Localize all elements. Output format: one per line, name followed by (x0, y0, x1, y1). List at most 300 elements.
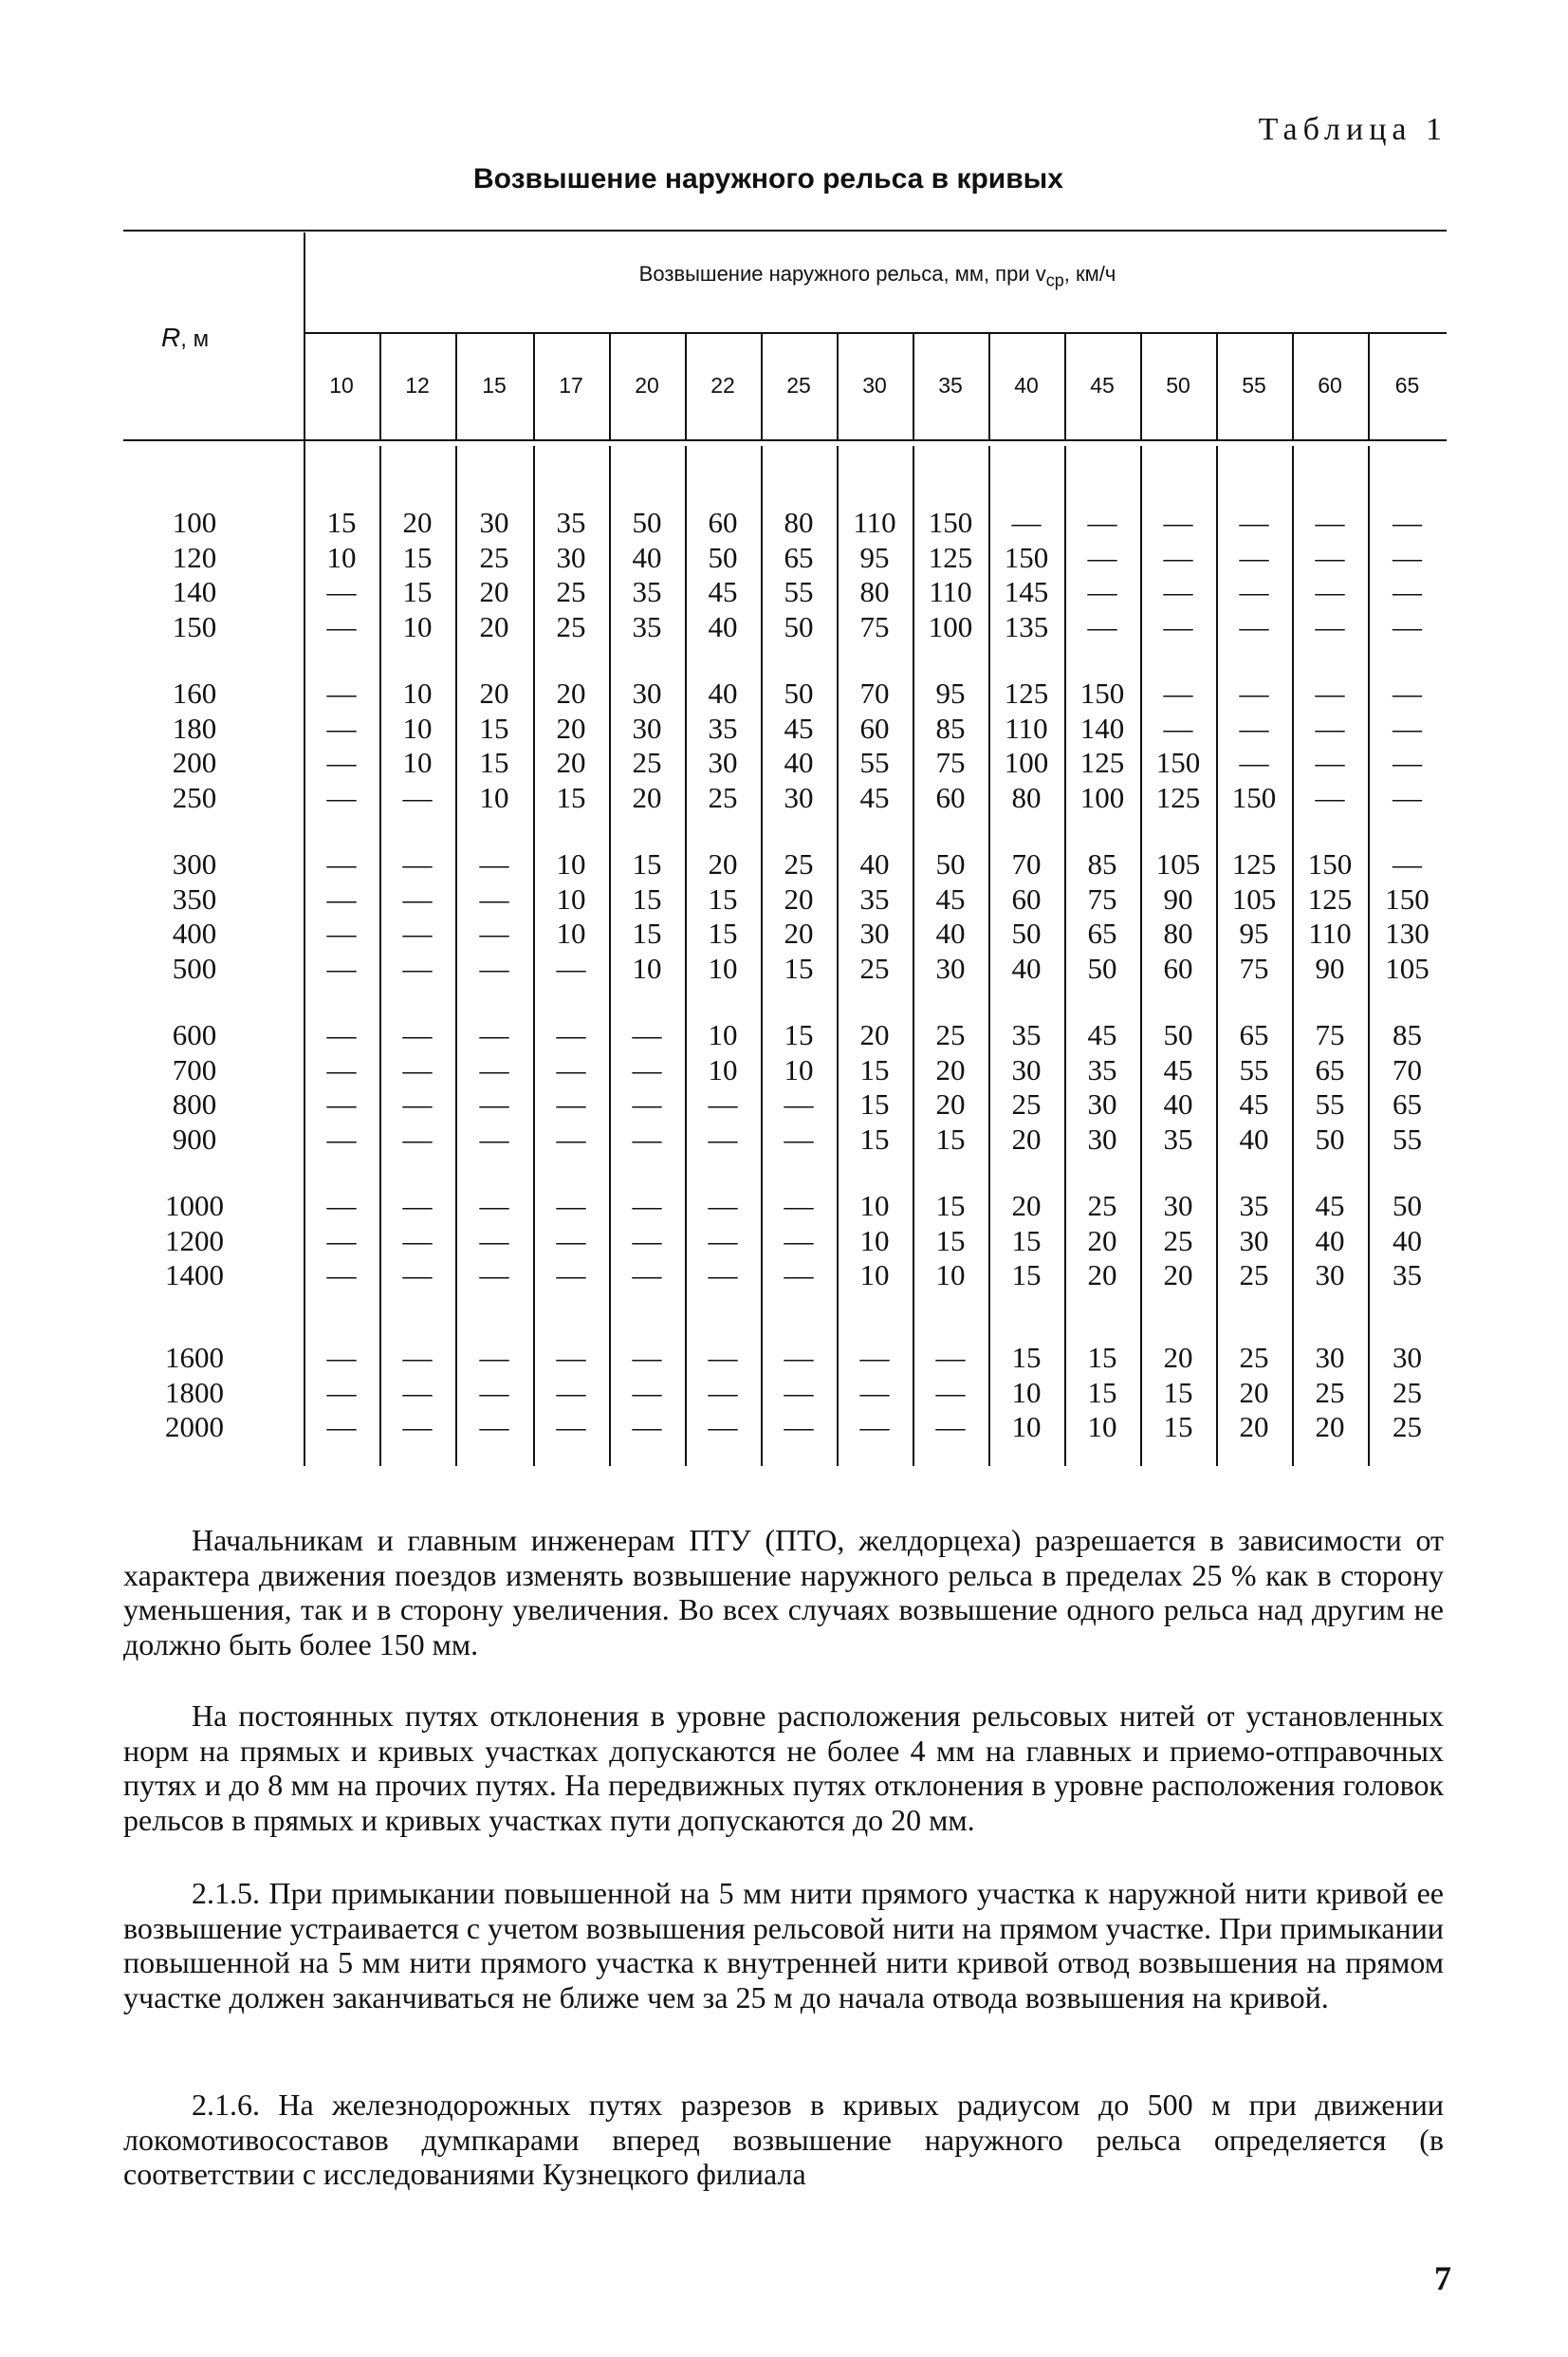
value-cell: — (402, 1189, 433, 1222)
value-cell: 30 (556, 540, 586, 574)
value-cell: — (556, 951, 586, 985)
group-header-rule (304, 332, 1447, 334)
value-cell: 15 (402, 575, 433, 608)
paragraph-3: 2.1.5. При примыкании повышенной на 5 мм нити прямого участка к наружной нити кривой ее возвышение устраивается с учетом возвышения рельсовой нити на прямом участке. При примыкании повышенной на 5 мм нити прямого участка к внутренней нити кривой отвод возвышения на прямом участке должен заканчиваться не ближе чем за 25 м до начала отвода возвышения на кривой. (123, 1876, 1444, 2014)
value-cell: 55 (784, 575, 814, 608)
value-cell: 15 (784, 1018, 814, 1051)
value-cell: 20 (708, 847, 738, 881)
radius-cell: 120 (172, 540, 217, 574)
value-cell: — (402, 951, 433, 985)
value-cell: — (402, 1258, 433, 1291)
value-cell: 20 (1239, 1375, 1269, 1409)
value-cell: — (1011, 506, 1042, 539)
value-cell: 45 (1163, 1052, 1193, 1086)
value-cell: — (1393, 677, 1422, 710)
radius-cell: 150 (172, 609, 217, 643)
value-cell: — (784, 1410, 814, 1443)
speed-header-cell: 35 (938, 373, 963, 398)
value-cell: — (1393, 575, 1422, 608)
value-cell: 60 (708, 506, 738, 539)
value-cell: 15 (935, 1122, 966, 1156)
radius-cell: 2000 (165, 1410, 224, 1443)
value-cell: — (326, 882, 357, 916)
speed-header-cell: 45 (1090, 373, 1115, 398)
value-cell: 20 (1011, 1122, 1042, 1156)
value-cell: — (859, 1341, 890, 1374)
header-column-divider (913, 334, 914, 439)
value-cell: 20 (784, 917, 814, 950)
value-cell: — (708, 1189, 738, 1222)
value-cell: 35 (1239, 1189, 1269, 1222)
value-cell: 20 (1163, 1341, 1193, 1374)
value-cell: 35 (1011, 1018, 1042, 1051)
value-cell: 15 (556, 780, 586, 814)
value-cell: 30 (708, 746, 738, 779)
value-cell: — (479, 1018, 509, 1051)
value-cell: 45 (1087, 1018, 1117, 1051)
value-cell: — (632, 1189, 662, 1222)
value-cell: — (326, 746, 357, 779)
value-cell: 10 (556, 917, 586, 950)
value-cell: 25 (1087, 1189, 1117, 1222)
value-cell: — (556, 1223, 586, 1257)
value-cell: — (1239, 575, 1269, 608)
value-cell: — (1239, 609, 1269, 643)
value-cell: 125 (1079, 746, 1125, 779)
value-cell: — (479, 1223, 509, 1257)
value-cell: 35 (1393, 1258, 1422, 1291)
value-cell: 35 (708, 711, 738, 745)
radius-cell: 400 (172, 917, 217, 950)
header-column-divider (1064, 334, 1066, 439)
radius-cell: 1400 (165, 1258, 224, 1291)
value-cell: — (708, 1087, 738, 1121)
speed-header-cell: 60 (1318, 373, 1342, 398)
radius-cell: 180 (172, 711, 217, 745)
value-cell: 80 (784, 506, 814, 539)
value-cell: 55 (859, 746, 890, 779)
value-cell: 30 (1087, 1122, 1117, 1156)
value-cell: 10 (784, 1052, 814, 1086)
value-cell: — (326, 711, 357, 745)
value-cell: — (326, 847, 357, 881)
value-cell: — (556, 1018, 586, 1051)
page-number: 7 (1434, 2259, 1451, 2297)
value-cell: 150 (1231, 780, 1277, 814)
value-cell: 130 (1385, 917, 1430, 950)
value-cell: 50 (784, 609, 814, 643)
value-cell: — (1087, 575, 1117, 608)
value-cell: 15 (1163, 1410, 1193, 1443)
value-cell: 25 (859, 951, 890, 985)
value-cell: — (632, 1410, 662, 1443)
value-cell: 25 (708, 780, 738, 814)
value-cell: — (402, 847, 433, 881)
value-cell: — (1087, 540, 1117, 574)
value-cell: 110 (929, 575, 972, 608)
value-cell: 150 (1004, 540, 1049, 574)
speed-header-cell: 20 (635, 373, 659, 398)
value-cell: 60 (859, 711, 890, 745)
value-cell: — (1239, 506, 1269, 539)
header-column-divider (533, 334, 535, 439)
value-cell: 15 (632, 882, 662, 916)
value-cell: — (479, 1052, 509, 1086)
value-cell: 15 (1011, 1258, 1042, 1291)
value-cell: — (402, 1087, 433, 1121)
value-cell: — (479, 1410, 509, 1443)
value-cell: 150 (1385, 882, 1430, 916)
value-cell: 125 (1004, 677, 1049, 710)
value-cell: 125 (1307, 882, 1353, 916)
value-cell: 145 (1004, 575, 1049, 608)
value-cell: — (632, 1223, 662, 1257)
speed-header-cell: 25 (786, 373, 811, 398)
value-cell: — (402, 1341, 433, 1374)
value-cell: 15 (632, 847, 662, 881)
value-cell: — (479, 951, 509, 985)
value-cell: — (1315, 506, 1345, 539)
value-cell: 10 (1087, 1410, 1117, 1443)
value-cell: — (632, 1018, 662, 1051)
value-cell: 45 (784, 711, 814, 745)
header-column-divider (609, 334, 611, 439)
value-cell: 70 (859, 677, 890, 710)
value-cell: — (479, 1189, 509, 1222)
speed-header-cell: 50 (1166, 373, 1190, 398)
value-cell: 15 (708, 917, 738, 950)
radius-cell: 300 (172, 847, 217, 881)
value-cell: 10 (859, 1258, 890, 1291)
value-cell: 75 (935, 746, 966, 779)
value-cell: — (935, 1341, 966, 1374)
value-cell: 15 (402, 540, 433, 574)
value-cell: 10 (708, 1018, 738, 1051)
value-cell: — (326, 780, 357, 814)
value-cell: 40 (1315, 1223, 1345, 1257)
value-cell: 70 (1393, 1052, 1422, 1086)
value-cell: — (708, 1258, 738, 1291)
value-cell: — (784, 1189, 814, 1222)
value-cell: — (859, 1375, 890, 1409)
value-cell: 10 (708, 1052, 738, 1086)
value-cell: — (935, 1375, 966, 1409)
value-cell: — (326, 575, 357, 608)
value-cell: 20 (784, 882, 814, 916)
value-cell: 60 (1011, 882, 1042, 916)
value-cell: 15 (935, 1189, 966, 1222)
table-label: Таблица 1 (1258, 112, 1448, 147)
value-cell: 50 (1315, 1122, 1345, 1156)
value-cell: — (402, 1052, 433, 1086)
header-column-divider (455, 334, 457, 439)
value-cell: 75 (1239, 951, 1269, 985)
value-cell: — (708, 1122, 738, 1156)
value-cell: — (402, 1410, 433, 1443)
value-cell: 15 (1087, 1341, 1117, 1374)
value-cell: 30 (1315, 1258, 1345, 1291)
value-cell: 85 (935, 711, 966, 745)
header-column-divider (379, 334, 381, 439)
value-cell: — (1087, 506, 1117, 539)
header-column-divider (1292, 334, 1294, 439)
value-cell: 105 (1385, 951, 1430, 985)
value-cell: 45 (1239, 1087, 1269, 1121)
value-cell: 20 (479, 575, 509, 608)
value-cell: 85 (1087, 847, 1117, 881)
value-cell: — (402, 1223, 433, 1257)
value-cell: 15 (1011, 1223, 1042, 1257)
value-cell: 20 (1087, 1223, 1117, 1257)
value-cell: 15 (859, 1122, 890, 1156)
radius-cell: 1200 (165, 1223, 224, 1257)
value-cell: 50 (1163, 1018, 1193, 1051)
value-cell: — (556, 1087, 586, 1121)
value-cell: 25 (479, 540, 509, 574)
value-cell: 20 (1163, 1258, 1193, 1291)
value-cell: — (784, 1258, 814, 1291)
value-cell: — (1163, 609, 1193, 643)
value-cell: 65 (1315, 1052, 1345, 1086)
header-column-divider (1140, 334, 1142, 439)
table-top-rule (123, 230, 1447, 232)
value-cell: 105 (1155, 847, 1201, 881)
header-bottom-rule (123, 439, 1447, 441)
value-cell: 55 (1315, 1087, 1345, 1121)
value-cell: — (556, 1258, 586, 1291)
value-cell: — (479, 1375, 509, 1409)
value-cell: — (402, 917, 433, 950)
value-cell: 10 (556, 847, 586, 881)
value-cell: 30 (1239, 1223, 1269, 1257)
value-cell: 25 (1239, 1341, 1269, 1374)
value-cell: — (1163, 575, 1193, 608)
value-cell: — (1239, 711, 1269, 745)
value-cell: — (326, 1375, 357, 1409)
value-cell: 10 (1011, 1410, 1042, 1443)
value-cell: 75 (1315, 1018, 1345, 1051)
value-cell: 40 (1239, 1122, 1269, 1156)
value-cell: — (784, 1341, 814, 1374)
value-cell: — (479, 882, 509, 916)
value-cell: — (556, 1341, 586, 1374)
value-cell: 25 (632, 746, 662, 779)
value-cell: — (784, 1122, 814, 1156)
value-cell: 15 (859, 1052, 890, 1086)
value-cell: 25 (1239, 1258, 1269, 1291)
value-cell: 30 (859, 917, 890, 950)
value-cell: — (479, 1258, 509, 1291)
value-cell: — (708, 1410, 738, 1443)
value-cell: — (326, 1341, 357, 1374)
value-cell: — (1393, 780, 1422, 814)
value-cell: 150 (1155, 746, 1201, 779)
value-cell: 40 (859, 847, 890, 881)
speed-header-cell: 30 (862, 373, 887, 398)
value-cell: 30 (784, 780, 814, 814)
value-cell: 95 (935, 677, 966, 710)
value-cell: 65 (1087, 917, 1117, 950)
value-cell: 30 (1315, 1341, 1345, 1374)
speed-header-cell: 15 (482, 373, 507, 398)
value-cell: — (402, 1122, 433, 1156)
value-cell: — (708, 1375, 738, 1409)
value-cell: 10 (479, 780, 509, 814)
value-cell: — (632, 1087, 662, 1121)
value-cell: 95 (1239, 917, 1269, 950)
value-cell: — (632, 1375, 662, 1409)
value-cell: — (326, 1223, 357, 1257)
value-cell: 55 (1239, 1052, 1269, 1086)
value-cell: 25 (1393, 1375, 1422, 1409)
value-cell: 100 (1079, 780, 1125, 814)
value-cell: — (326, 1087, 357, 1121)
value-cell: 20 (556, 677, 586, 710)
value-cell: — (326, 1258, 357, 1291)
value-cell: — (1315, 575, 1345, 608)
speed-header-cell: 55 (1242, 373, 1266, 398)
value-cell: 20 (859, 1018, 890, 1051)
speed-header-cell: 12 (405, 373, 430, 398)
radius-cell: 500 (172, 951, 217, 985)
value-cell: 35 (632, 575, 662, 608)
speed-header-cell: 65 (1394, 373, 1420, 398)
value-cell: 10 (402, 746, 433, 779)
header-column-divider (685, 334, 687, 439)
value-cell: — (1315, 780, 1345, 814)
value-cell: 10 (935, 1258, 966, 1291)
value-cell: 30 (1011, 1052, 1042, 1086)
value-cell: 110 (1005, 711, 1048, 745)
value-cell: — (1315, 540, 1345, 574)
speed-header-cell: 17 (559, 373, 583, 398)
value-cell: — (1315, 609, 1345, 643)
value-cell: — (1393, 746, 1422, 779)
value-cell: 20 (1239, 1410, 1269, 1443)
value-cell: 10 (708, 951, 738, 985)
value-cell: 20 (1087, 1258, 1117, 1291)
radius-cell: 200 (172, 746, 217, 779)
value-cell: 95 (859, 540, 890, 574)
value-cell: 30 (935, 951, 966, 985)
table-title: Возвышение наружного рельса в кривых (473, 163, 1063, 195)
value-cell: — (326, 609, 357, 643)
value-cell: 10 (402, 609, 433, 643)
value-cell: 35 (859, 882, 890, 916)
value-cell: 50 (784, 677, 814, 710)
value-cell: — (326, 1410, 357, 1443)
header-column-divider (988, 334, 990, 439)
value-cell: 125 (928, 540, 973, 574)
value-cell: 60 (1163, 951, 1193, 985)
value-cell: 15 (479, 711, 509, 745)
value-cell: — (402, 1018, 433, 1051)
radius-cell: 160 (172, 677, 217, 710)
value-cell: 90 (1163, 882, 1193, 916)
value-cell: — (479, 1122, 509, 1156)
value-cell: — (632, 1122, 662, 1156)
value-cell: — (1239, 677, 1269, 710)
value-cell: 90 (1315, 951, 1345, 985)
value-cell: — (556, 1122, 586, 1156)
value-cell: 70 (1011, 847, 1042, 881)
value-cell: — (784, 1223, 814, 1257)
radius-cell: 1800 (165, 1375, 224, 1409)
value-cell: 35 (1087, 1052, 1117, 1086)
speed-header-cell: 40 (1014, 373, 1039, 398)
value-cell: — (1239, 540, 1269, 574)
value-cell: 45 (935, 882, 966, 916)
value-cell: — (402, 882, 433, 916)
header-column-divider (837, 334, 839, 439)
value-cell: 140 (1079, 711, 1125, 745)
value-cell: 40 (935, 917, 966, 950)
speed-group-header: Возвышение наружного рельса, мм, при $v_{ср}$, км/ч (638, 262, 1116, 290)
value-cell: 20 (632, 780, 662, 814)
value-cell: — (402, 1375, 433, 1409)
value-cell: 45 (1315, 1189, 1345, 1222)
value-cell: — (1315, 746, 1345, 779)
value-cell: 25 (1393, 1410, 1422, 1443)
paragraph-4: 2.1.6. На железнодорожных путях разрезов в кривых радиусом до 500 м при движении локомотивосоставов думпкарами вперед возвышение наружного рельса определяется (в соответствии с исследованиями Кузнецкого филиала (123, 2088, 1444, 2191)
value-cell: 50 (1087, 951, 1117, 985)
value-cell: — (1315, 711, 1345, 745)
paragraph-2: На постоянных путях отклонения в уровне расположения рельсовых нитей от установленных норм на прямых и кривых участках допускаются не более 4 мм на главных и приемо-отправочных путях и до 8 мм на прочих путях. На передвижных путях отклонения в уровне расположения головок рельсов в прямых и кривых участках пути допускаются до 20 мм. (123, 1698, 1444, 1837)
value-cell: 35 (556, 506, 586, 539)
value-cell: 125 (1155, 780, 1201, 814)
value-cell: 10 (859, 1223, 890, 1257)
radius-cell: 350 (172, 882, 217, 916)
value-cell: 15 (1011, 1341, 1042, 1374)
value-cell: 20 (1315, 1410, 1345, 1443)
value-cell: 15 (326, 506, 357, 539)
value-cell: 150 (928, 506, 973, 539)
value-cell: — (1239, 746, 1269, 779)
value-cell: 40 (632, 540, 662, 574)
value-cell: 45 (708, 575, 738, 608)
value-cell: 10 (556, 882, 586, 916)
value-cell: 20 (402, 506, 433, 539)
value-cell: — (632, 1258, 662, 1291)
value-cell: 40 (708, 609, 738, 643)
value-cell: — (1393, 506, 1422, 539)
value-cell: — (708, 1223, 738, 1257)
value-cell: 15 (708, 882, 738, 916)
value-cell: 110 (853, 506, 896, 539)
value-cell: 20 (935, 1052, 966, 1086)
value-cell: — (479, 847, 509, 881)
paragraph-1: Начальникам и главным инженерам ПТУ (ПТО, желдорцеха) разрешается в зависимости от характера движения поездов изменять возвышение наружного рельса в пределах 25 % как в сторону уменьшения, так и в сторону увеличения. Во всех случаях возвышение одного рельса над другим не должно быть более 150 мм. (123, 1523, 1444, 1661)
value-cell: 10 (402, 711, 433, 745)
value-cell: — (326, 1052, 357, 1086)
value-cell: — (326, 1189, 357, 1222)
value-cell: 30 (1393, 1341, 1422, 1374)
value-cell: — (1315, 677, 1345, 710)
header-column-divider (761, 334, 763, 439)
value-cell: 65 (1239, 1018, 1269, 1051)
value-cell: — (859, 1410, 890, 1443)
value-cell: 15 (1087, 1375, 1117, 1409)
value-cell: 40 (708, 677, 738, 710)
value-cell: 25 (1315, 1375, 1345, 1409)
value-cell: — (556, 1410, 586, 1443)
value-cell: 25 (784, 847, 814, 881)
value-cell: — (784, 1375, 814, 1409)
speed-header-cell: 22 (710, 373, 735, 398)
value-cell: 40 (784, 746, 814, 779)
value-cell: — (1393, 609, 1422, 643)
radius-cell: 1000 (165, 1189, 224, 1222)
